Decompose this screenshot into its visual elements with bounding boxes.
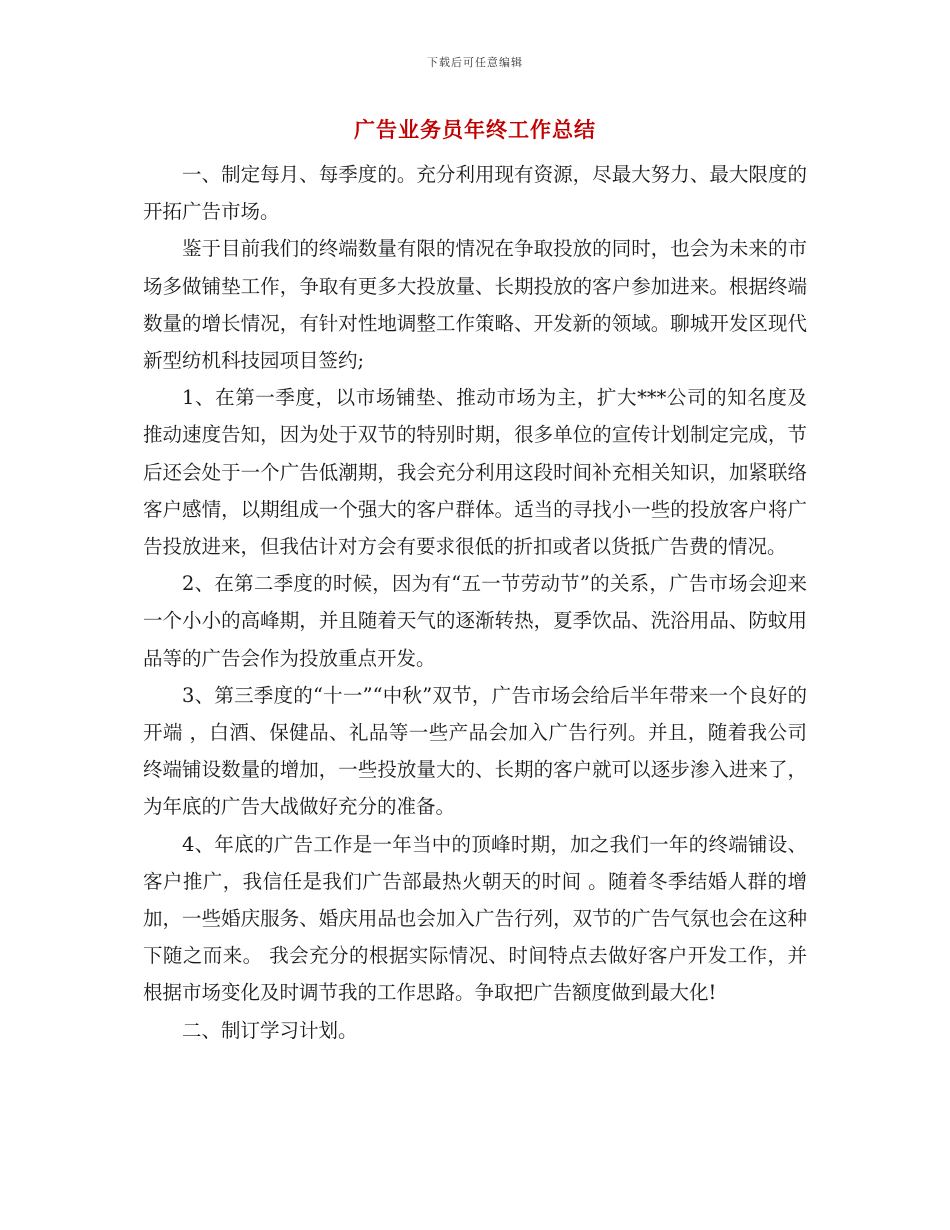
paragraph: 2、在第二季度的时候，因为有“五一节劳动节”的关系，广告市场会迎来一个小小的高峰期，并且随着天气的逐渐转热，夏季饮品、洗浴用品、防蚊用品等的广告会作为投放重点开发。 bbox=[143, 572, 807, 670]
document-title: 广告业务员年终工作总结 bbox=[354, 118, 596, 142]
document-body bbox=[143, 156, 807, 1049]
paragraph: 鉴于目前我们的终端数量有限的情况在争取投放的同时，也会为未来的市场多做铺垫工作，争取有更多大投放量、长期投放的客户参加进来。根据终端数量的增长情况，有针对性地调整工作策略、开发新的领域。聊城开发区现代新型纺机科技园项目签约; bbox=[143, 237, 807, 373]
paragraph: 一、制定每月、每季度的。充分利用现有资源，尽最大努力、最大限度的开拓广告市场。 bbox=[143, 163, 807, 224]
paragraph: 4、年底的广告工作是一年当中的顶峰时期，加之我们一年的终端铺设、客户推广，我信任是我们广告部最热火朝天的时间 。随着冬季结婚人群的增加，一些婚庆服务、婚庆用品也会加入广告行列，双节的广告气氛也会在这种下随之而来。 我会充分的根据实际情况、时间特点去做好客户开发工作，并根据市场变化及时调节我的工作思路。争取把广告额度做到最大化! bbox=[143, 832, 807, 1005]
paragraph: 3、第三季度的“十一”“中秋”双节，广告市场会给后半年带来一个良好的开端 ，白酒、保健品、礼品等一些产品会加入广告行列。并且，随着我公司终端铺设数量的增加，一些投放量大的、长期的客户就可以逐步渗入进来了，为年底的广告大战做好充分的准备。 bbox=[143, 683, 807, 819]
paragraph: 1、在第一季度，以市场铺垫、推动市场为主，扩大***公司的知名度及推动速度告知，因为处于双节的特别时期，很多单位的宣传计划制定完成，节后还会处于一个广告低潮期，我会充分利用这段时间补充相关知识，加紧联络客户感情，以期组成一个强大的客户群体。适当的寻找小一些的投放客户将广告投放进来，但我估计对方会有要求很低的折扣或者以货抵广告费的情况。 bbox=[143, 386, 807, 559]
header-note: 下载后可任意编辑 bbox=[427, 56, 523, 69]
paragraph: 二、制订学习计划。 bbox=[182, 1018, 358, 1042]
